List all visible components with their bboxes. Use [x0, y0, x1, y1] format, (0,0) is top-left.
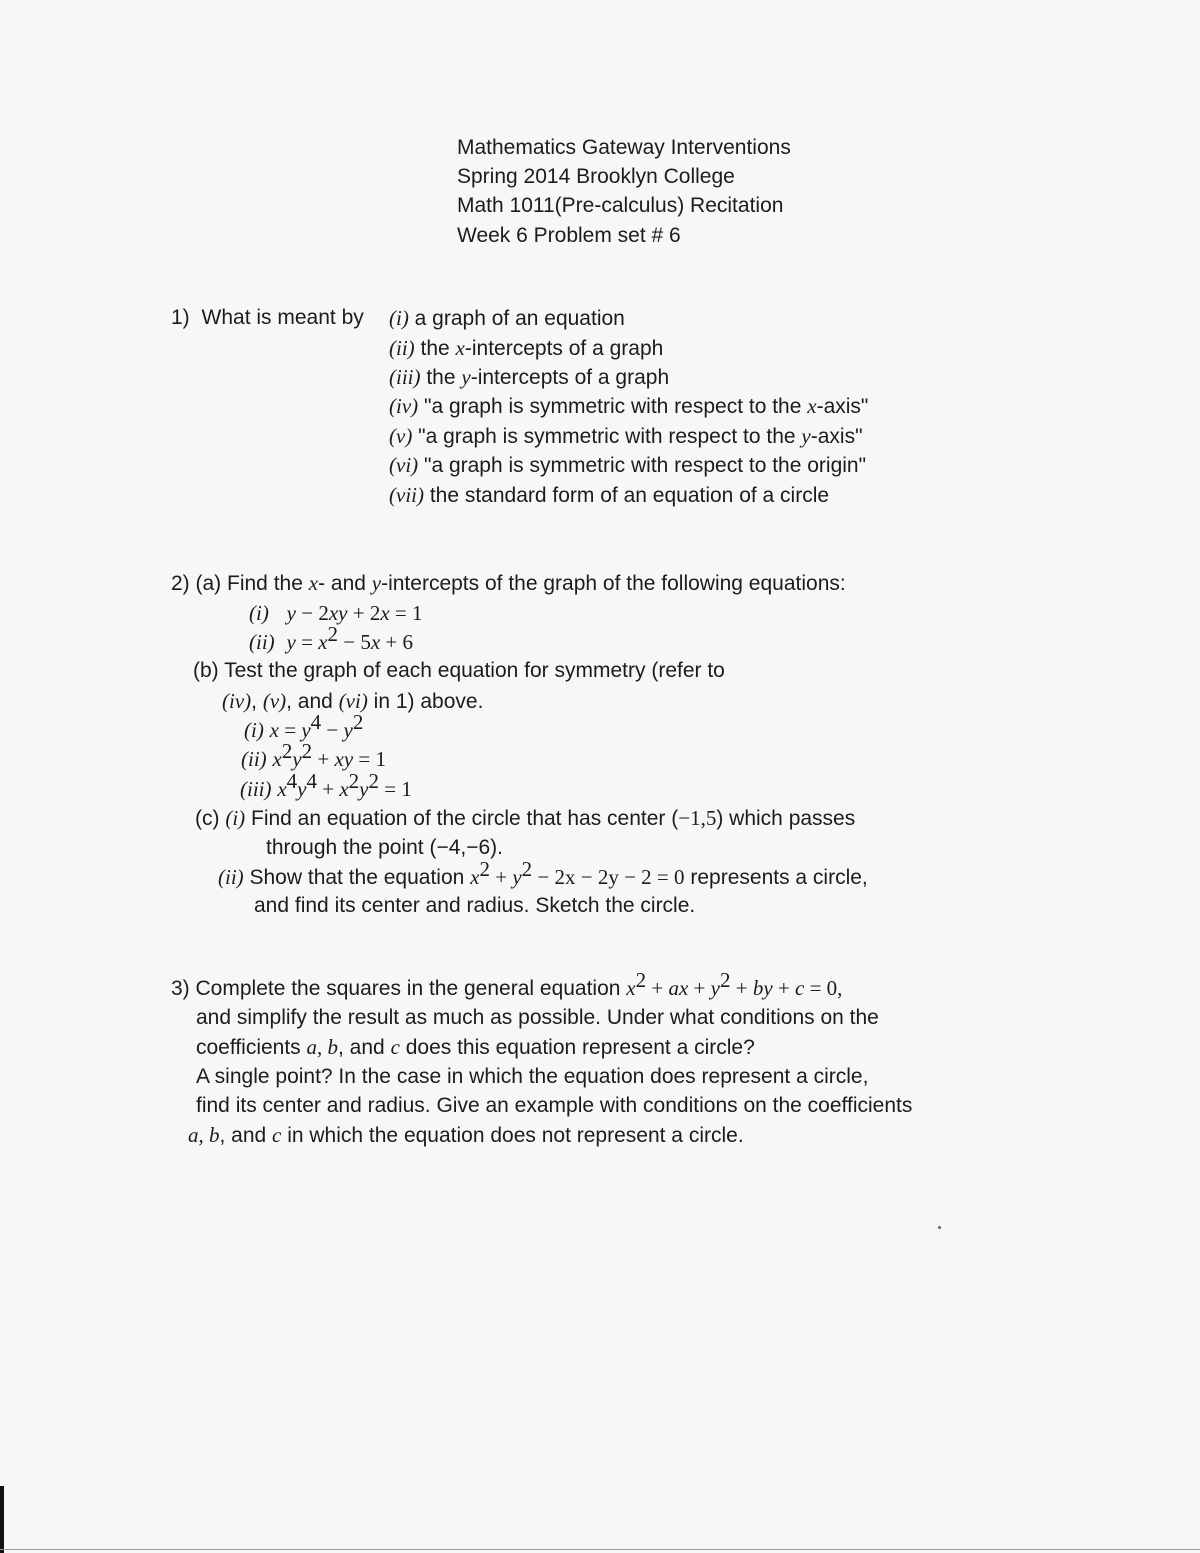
equation: − 2: [296, 601, 329, 625]
q2-c-text: (c): [195, 807, 226, 830]
item-label: (ii): [241, 747, 267, 771]
equation: x: [339, 777, 349, 801]
q1-item-v: [389, 422, 863, 451]
q1-item-iii: [389, 363, 669, 392]
item-label: (iii): [240, 777, 272, 801]
q1-item-vii: [389, 481, 829, 510]
q2-b-equation-iii: [240, 769, 412, 804]
item-text: -axis": [810, 425, 863, 448]
q3-line1: [171, 968, 843, 1003]
q1-lead: [171, 304, 364, 332]
var-x: x: [308, 571, 319, 595]
ref-text: ,: [251, 690, 263, 713]
q2-c-i-continued: through the point (−4,−6).: [266, 836, 503, 859]
q1-item-i: [389, 304, 625, 333]
q1-item-iv: [389, 392, 868, 421]
equation: + 6: [380, 630, 414, 654]
q2-c-text: Find an equation of the circle that has center (: [245, 807, 679, 830]
q3-line6: [188, 1121, 744, 1150]
equation: x: [272, 747, 282, 771]
item-text: the standard form of an equation of a circle: [423, 484, 830, 507]
item-var: x: [455, 336, 465, 360]
equation: y: [292, 747, 302, 771]
equation: y: [301, 718, 311, 742]
q1-lead-text: What is meant by: [201, 306, 364, 329]
q3-line5: find its center and radius. Give an example with conditions on the coefficients: [196, 1094, 913, 1117]
q3-text: ,: [198, 1123, 209, 1147]
equation: x: [269, 718, 279, 742]
q3-line3: [196, 1033, 755, 1062]
item-label: (iv): [389, 394, 419, 418]
equation: 2: [348, 769, 360, 793]
item-label: (v): [389, 424, 413, 448]
equation: c: [794, 976, 805, 1000]
scan-speck: [938, 1226, 941, 1229]
equation: +: [772, 976, 795, 1000]
header-term: Spring 2014 Brooklyn College: [457, 165, 735, 188]
equation: +: [730, 976, 753, 1000]
equation: 4: [310, 710, 322, 734]
equation: 2: [635, 968, 647, 992]
scan-edge-mark: [0, 1486, 4, 1553]
item-text: "a graph is symmetric with respect to the: [412, 425, 802, 448]
item-var: y: [461, 365, 471, 389]
var-b: b: [327, 1035, 339, 1059]
q2-c-text: Show that the equation: [243, 866, 471, 889]
q2-a-text: - and: [318, 572, 372, 595]
equation: ax: [668, 976, 689, 1000]
item-var: x: [807, 394, 817, 418]
ref-label: (iv): [222, 689, 252, 713]
item-label: (iii): [389, 365, 421, 389]
q1-number: 1): [171, 306, 190, 329]
equation: x: [318, 630, 328, 654]
item-text: -intercepts of a graph: [464, 337, 664, 360]
q2-c-text: ) which passes: [716, 807, 856, 830]
header-week: Week 6 Problem set # 6: [457, 224, 681, 247]
equation: y: [359, 777, 369, 801]
equation: y: [297, 777, 307, 801]
equation: = 0,: [804, 976, 843, 1000]
q3-line2: and simplify the result as much as possible. Under what conditions on the: [196, 1006, 879, 1029]
equation: −: [321, 718, 344, 742]
item-text: "a graph is symmetric with respect to the origin": [418, 454, 867, 477]
q2-c-ii-continued: and find its center and radius. Sketch the circle.: [254, 894, 696, 917]
q2-a-text: 2) (a) Find the: [171, 572, 309, 595]
item-text: "a graph is symmetric with respect to the: [418, 395, 808, 418]
equation: + 2: [347, 601, 381, 625]
var-c: c: [390, 1035, 400, 1059]
ref-label: (v): [262, 689, 287, 713]
equation: =: [279, 718, 302, 742]
item-label: (i): [244, 718, 264, 742]
equation: 2: [719, 968, 731, 992]
item-text: -axis": [816, 395, 869, 418]
ref-label: (vi): [338, 689, 368, 713]
equation: y: [286, 630, 296, 654]
item-text: the: [420, 366, 462, 389]
q3-text: , and: [219, 1124, 273, 1147]
equation: xy: [334, 747, 354, 771]
equation: x: [380, 601, 390, 625]
var-a: a: [188, 1123, 199, 1147]
q2-b-prompt: (b) Test the graph of each equation for symmetry (refer to: [193, 659, 725, 682]
item-text: a graph of an equation: [408, 307, 625, 330]
q2-a-equation-ii: [249, 622, 414, 657]
ref-text: , and: [286, 690, 339, 713]
center-point: −1,5: [678, 806, 717, 830]
item-label: (vii): [389, 483, 424, 507]
equation: 2: [368, 769, 379, 793]
equation: − 5: [338, 630, 371, 654]
item-label: (ii): [218, 865, 244, 889]
equation: y: [710, 976, 720, 1000]
item-label: (vi): [389, 453, 419, 477]
equation: 2: [521, 857, 533, 881]
equation: +: [317, 777, 340, 801]
equation: = 1: [389, 601, 423, 625]
q3-line4: A single point? In the case in which the equation does represent a circle,: [196, 1065, 869, 1088]
var-a: a: [306, 1035, 318, 1059]
equation: y: [343, 718, 353, 742]
equation: xy: [328, 601, 348, 625]
var-b: b: [209, 1123, 220, 1147]
equation: x: [626, 976, 636, 1000]
equation: 2: [479, 857, 490, 881]
equation: +: [688, 976, 711, 1000]
equation: 2: [281, 739, 293, 763]
q3-text: does this equation represent a circle?: [399, 1036, 755, 1059]
item-label: (ii): [389, 336, 415, 360]
equation: =: [295, 630, 319, 654]
q3-text: in which the equation does not represent a circle.: [281, 1124, 744, 1147]
item-text: -intercepts of a graph: [470, 366, 670, 389]
equation: 2: [301, 739, 313, 763]
equation: 4: [306, 769, 317, 793]
equation: − 2x − 2y − 2 = 0: [532, 865, 685, 889]
equation: = 1: [353, 747, 386, 771]
q3-text: coefficients: [196, 1036, 307, 1059]
item-label: (i): [225, 806, 246, 830]
equation: +: [312, 747, 335, 771]
equation: y: [286, 601, 296, 625]
q2-c-i-prompt: [195, 804, 855, 833]
q2-c-text: represents a circle,: [684, 866, 868, 889]
item-text: the: [414, 337, 456, 360]
q1-item-ii: [389, 334, 663, 363]
q2-c-ii-prompt: [218, 857, 868, 892]
item-var: y: [801, 424, 811, 448]
q2-a-prompt: [171, 569, 846, 598]
header-title: Mathematics Gateway Interventions: [457, 136, 791, 159]
equation: 4: [286, 769, 298, 793]
ref-text: in 1) above.: [367, 690, 484, 713]
q3-text: , and: [338, 1036, 391, 1059]
equation: x: [277, 777, 287, 801]
equation: x: [470, 865, 480, 889]
var-c: c: [272, 1123, 282, 1147]
item-label: (i): [249, 601, 269, 625]
q3-text: ,: [317, 1035, 328, 1059]
var-y: y: [371, 571, 382, 595]
equation: +: [489, 865, 513, 889]
equation: by: [752, 976, 773, 1000]
header-course: Math 1011(Pre-calculus) Recitation: [457, 194, 784, 217]
equation: x: [370, 630, 381, 654]
scan-edge-line: [0, 1549, 1200, 1550]
q2-a-text: -intercepts of the graph of the following equations:: [381, 572, 846, 595]
equation: 2: [327, 622, 338, 646]
q1-item-vi: [389, 451, 866, 480]
equation: y: [512, 865, 522, 889]
equation: 2: [352, 710, 364, 734]
item-label: (ii): [249, 630, 275, 654]
q3-text: 3) Complete the squares in the general equation: [171, 977, 627, 1000]
equation: = 1: [379, 777, 412, 801]
equation: +: [646, 976, 669, 1000]
item-label: (i): [389, 306, 409, 330]
